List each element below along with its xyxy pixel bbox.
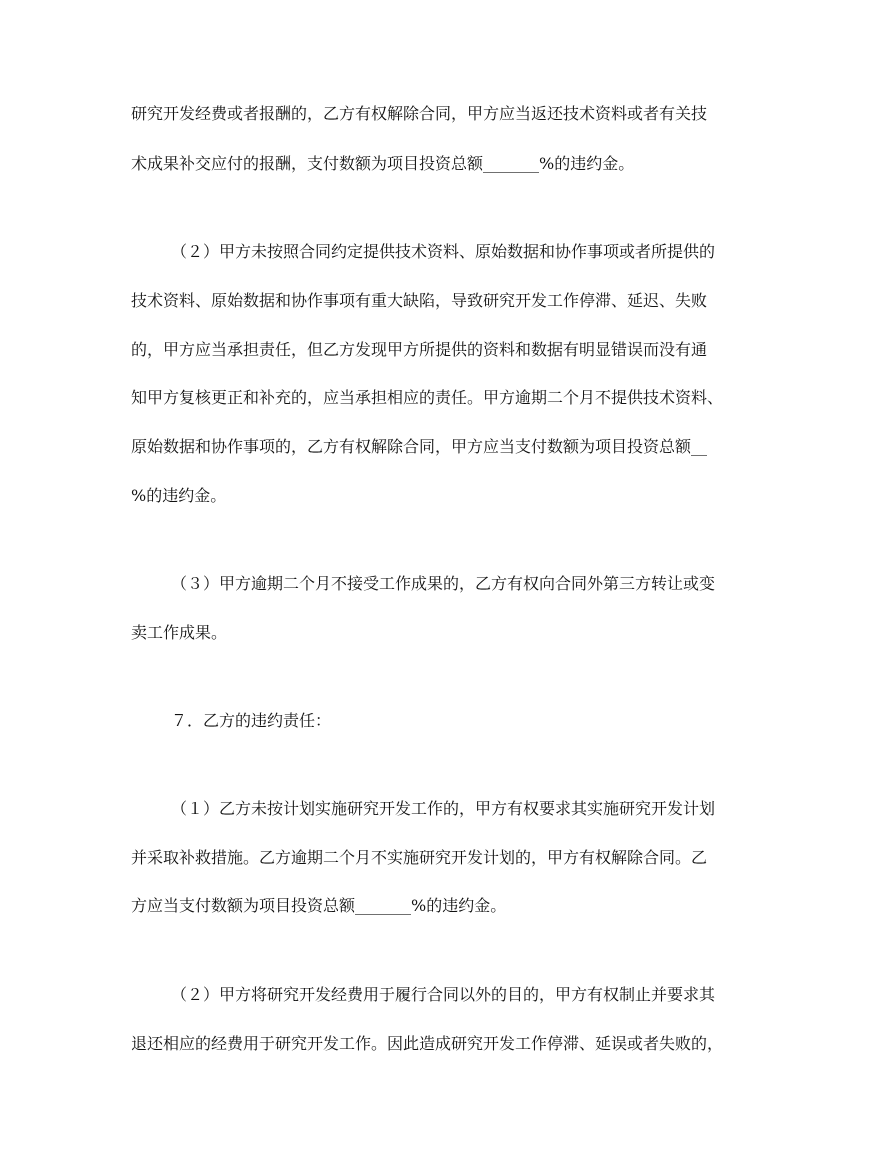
paragraph-6-line-1: （２）甲方将研究开发经费用于履行合同以外的目的，甲方有权制止并要求其 (171, 985, 716, 1004)
paragraph-3-line-2: 卖工作成果。 (131, 623, 228, 642)
paragraph-2-line-4: 知甲方复核更正和补充的，应当承担相应的责任。甲方逾期二个月不提供技术资料、 (131, 388, 724, 407)
paragraph-1-line-2: 术成果补交应付的报酬，支付数额为项目投资总额_______%的违约金。 (131, 154, 635, 173)
paragraph-5-line-3: 方应当支付数额为项目投资总额_______%的违约金。 (131, 896, 507, 915)
section-heading-7: ７．乙方的违约责任： (171, 711, 332, 730)
paragraph-2-line-5: 原始数据和协作事项的，乙方有权解除合同，甲方应当支付数额为项目投资总额__ (131, 437, 708, 456)
paragraph-1-line-1: 研究开发经费或者报酬的，乙方有权解除合同，甲方应当返还技术资料或者有关技 (131, 104, 708, 123)
paragraph-6-line-2: 退还相应的经费用于研究开发工作。因此造成研究开发工作停滞、延误或者失败的， (131, 1034, 724, 1053)
paragraph-2-line-2: 技术资料、原始数据和协作事项有重大缺陷，导致研究开发工作停滞、延迟、失败 (131, 291, 708, 310)
paragraph-2-line-3: 的，甲方应当承担责任，但乙方发现甲方所提供的资料和数据有明显错误而没有通 (131, 340, 708, 359)
paragraph-2-line-6: %的违约金。 (131, 486, 227, 505)
paragraph-2-line-1: （２）甲方未按照合同约定提供技术资料、原始数据和协作事项或者所提供的 (171, 242, 716, 261)
paragraph-5-line-2: 并采取补救措施。乙方逾期二个月不实施研究开发计划的，甲方有权解除合同。乙 (131, 848, 708, 867)
paragraph-3-line-1: （３）甲方逾期二个月不接受工作成果的，乙方有权向合同外第三方转让或变 (171, 574, 716, 593)
paragraph-5-line-1: （１）乙方未按计划实施研究开发工作的，甲方有权要求其实施研究开发计划 (171, 799, 716, 818)
